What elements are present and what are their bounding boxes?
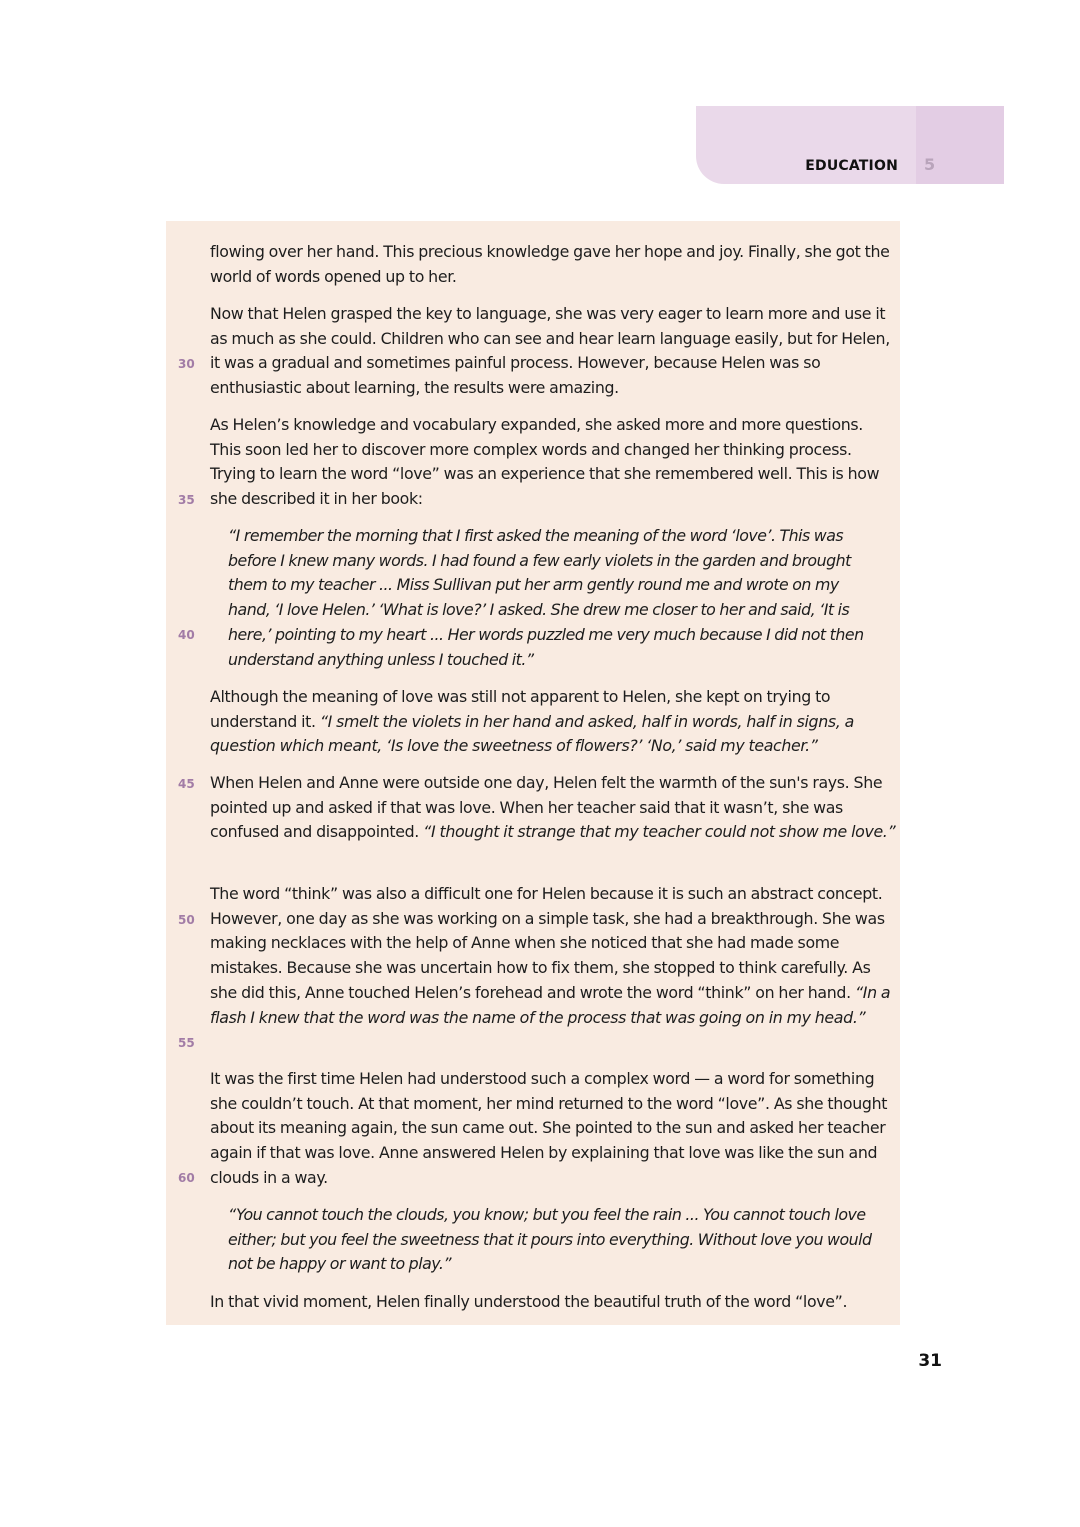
line-number-50: 50 [178, 913, 195, 927]
paragraph-8: In that vivid moment, Helen finally understood the beautiful truth of the word “love”. [210, 1292, 848, 1311]
paragraph-4-quote: “I smelt the violets in her hand and asked, half in words, half in signs, a question which meant, ‘Is love the sweetness of flowers?’ ‘No,’ said my teacher.” [210, 711, 854, 756]
quote-block-2: “You cannot touch the clouds, you know; but you feel the rain ... You cannot touch love either; but you feel the sweetness that it pours into everything. Without love you would not be happy or want to play.” [228, 1205, 872, 1274]
paragraph-5-text: When Helen and Anne were outside one day, Helen felt the warmth of the sun's rays. She pointed up and asked if that was love. When her teacher said that it wasn’t, she was confused and disappointed. [210, 773, 883, 842]
line-number-45: 45 [178, 777, 195, 791]
paragraph-4 [210, 685, 896, 759]
line-number-60: 60 [178, 1171, 195, 1185]
line-number-30: 30 [178, 357, 195, 371]
line-number-40: 40 [178, 628, 195, 642]
chapter-number: 5 [924, 155, 936, 174]
quote-block-1: “I remember the morning that I first asked the meaning of the word ‘love’. This was before I knew many words. I had found a few early violets in the garden and brought them to my teacher ... Miss Sullivan put her arm gently round me and wrote on my hand, ‘I love Helen.’ ‘What is love?’ I asked. She drew me closer to her and said, ‘It is here,’ pointing to my heart ... Her words puzzled me very much because I did not then understand anything unless I touched it.” [228, 526, 864, 669]
paragraph-4-text: Although the meaning of love was still not apparent to Helen, she kept on trying to understand it. [210, 687, 831, 731]
paragraph-3: As Helen’s knowledge and vocabulary expanded, she asked more and more questions. This soon led her to discover more complex words and changed her thinking process. Trying to learn the word “love” was an experience that she remembered well. This is how she described it in her book: [210, 415, 880, 509]
line-number-55: 55 [178, 1036, 195, 1050]
paragraph-5 [210, 771, 896, 845]
page-number: 31 [918, 1351, 942, 1371]
paragraph-6-text: The word “think” was also a difficult one for Helen because it is such an abstract concept. However, one day as she was working on a simple task, she had a breakthrough. She was making necklaces with the help of Anne when she noticed that she had made some mistakes. Because she was uncertain how to fix them, she stopped to think carefully. As she did this, Anne touched Helen’s forehead and wrote the word “think” on her hand. [210, 884, 885, 1002]
paragraph-5-quote: “I thought it strange that my teacher could not show me love.” [423, 822, 896, 842]
paragraph-6 [210, 882, 896, 1030]
paragraph-2: Now that Helen grasped the key to language, she was very eager to learn more and use it as much as she could. Children who can see and hear learn language easily, but for Helen, it was a gradual and sometimes painful process. However, because Helen was so enthusiastic about learning, the results were amazing. [210, 304, 890, 398]
paragraph-1: flowing over her hand. This precious knowledge gave her hope and joy. Finally, she got the world of words opened up to her. [210, 242, 890, 286]
section-title: EDUCATION [805, 158, 898, 174]
paragraph-7: It was the first time Helen had understood such a complex word — a word for something she couldn’t touch. At that moment, her mind returned to the word “love”. As she thought about its meaning again, the sun came out. She pointed to the sun and asked her teacher again if that was love. Anne answered Helen by explaining that love was like the sun and clouds in a way. [210, 1069, 888, 1187]
line-number-35: 35 [178, 493, 195, 507]
paragraph-6-quote: “In a flash I knew that the word was the name of the process that was going on in my head.” [210, 982, 891, 1027]
